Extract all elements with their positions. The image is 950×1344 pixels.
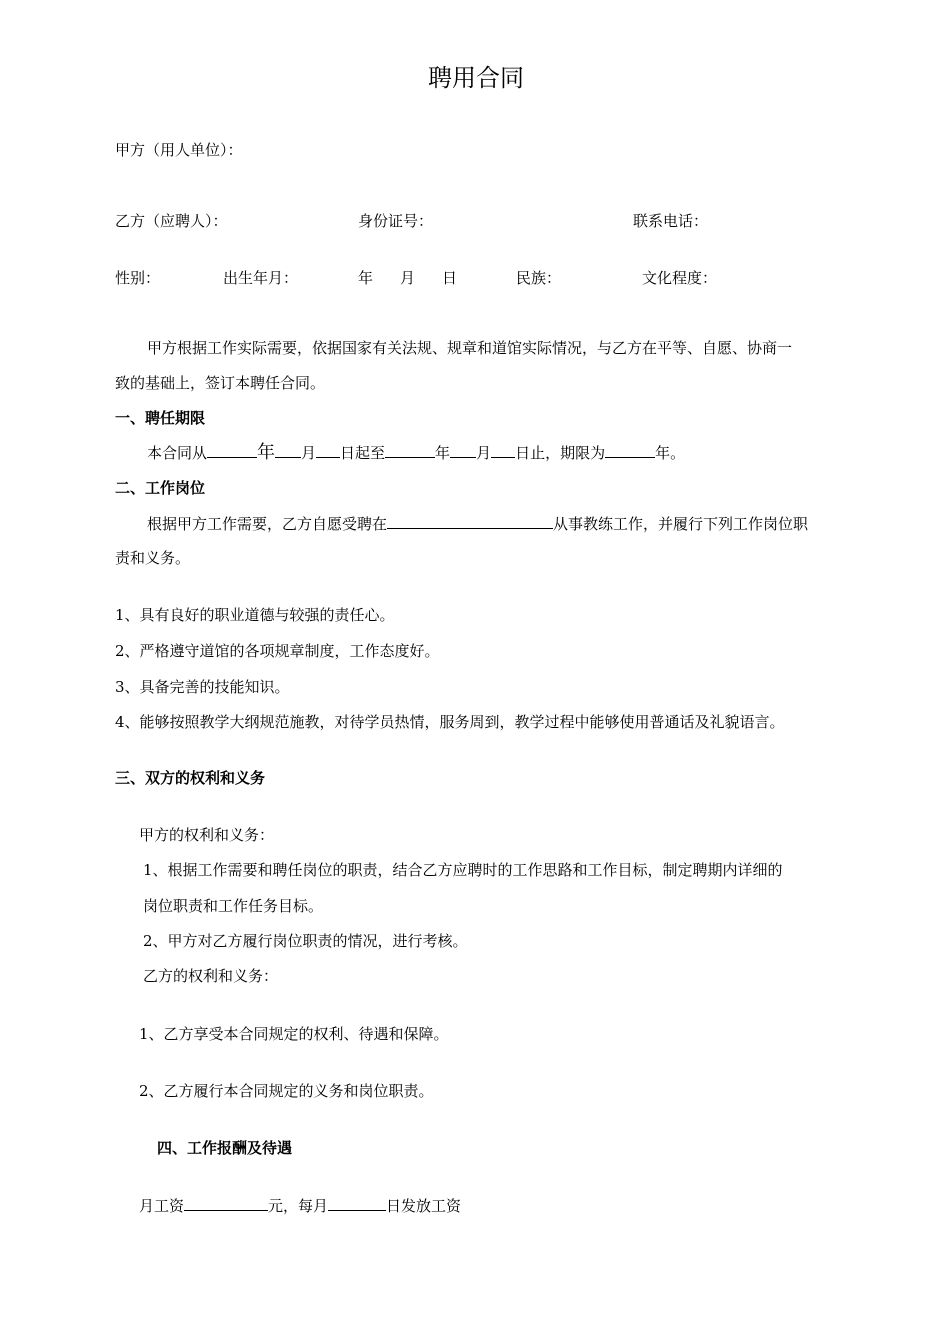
birth-year-label: 年: [358, 269, 374, 287]
term-sentence: [147, 442, 685, 463]
duty-item: 4、能够按照教学大纲规范施教，对待学员热情，服务周到，教学过程中能够使用普通话及礼貌语言。: [115, 713, 785, 731]
post-suffix: 从事教练工作，并履行下列工作岗位职: [553, 515, 809, 533]
document-title: 聘用合同: [428, 64, 524, 92]
end-day-blank[interactable]: [491, 442, 515, 458]
start-year-blank[interactable]: [207, 442, 257, 458]
start-month-label: 月: [301, 444, 317, 462]
term-years-blank[interactable]: [605, 442, 655, 458]
education-label: 文化程度：: [642, 269, 718, 287]
party-a-item-1-line-2: 岗位职责和工作任务目标。: [143, 897, 324, 915]
birth-month-label: 月: [400, 269, 416, 287]
section-2-heading: 二、工作岗位: [115, 479, 206, 497]
term-prefix: 本合同从: [147, 444, 208, 462]
phone-label: 联系电话：: [633, 212, 709, 230]
end-month-label: 月: [476, 444, 492, 462]
birth-label: 出生年月：: [223, 269, 299, 287]
salary-prefix: 月工资: [139, 1197, 185, 1215]
salary-sentence: [139, 1195, 461, 1216]
post-location-blank[interactable]: [387, 513, 553, 529]
section-4-heading: 四、工作报酬及待遇: [157, 1139, 293, 1157]
intro-line-1: 甲方根据工作实际需要，依据国家有关法规、规章和道馆实际情况，与乙方在平等、自愿、协商一: [147, 339, 793, 357]
term-end-text: 日止，期限为: [515, 444, 606, 462]
start-year-label: 年: [257, 442, 276, 463]
end-month-blank[interactable]: [450, 442, 476, 458]
start-day-blank[interactable]: [316, 442, 340, 458]
party-b-rights-label: 乙方的权利和义务：: [143, 967, 279, 985]
end-year-blank[interactable]: [385, 442, 435, 458]
duty-item: 3、具备完善的技能知识。: [115, 678, 290, 696]
pay-day-blank[interactable]: [328, 1195, 386, 1211]
salary-unit: 元，每月: [268, 1197, 329, 1215]
term-years-label: 年。: [655, 444, 686, 462]
id-number-label: 身份证号：: [358, 212, 434, 230]
party-a-rights-label: 甲方的权利和义务：: [139, 826, 275, 844]
post-line-2: 责和义务。: [115, 549, 191, 567]
post-prefix: 根据甲方工作需要，乙方自愿受聘在: [147, 515, 388, 533]
party-a-item-2: 2、甲方对乙方履行岗位职责的情况，进行考核。: [143, 932, 468, 950]
party-b-label: 乙方（应聘人）：: [115, 212, 228, 230]
gender-label: 性别：: [115, 269, 161, 287]
start-day-label: 日起至: [340, 444, 386, 462]
start-month-blank[interactable]: [275, 442, 301, 458]
party-a-label: 甲方（用人单位）：: [115, 141, 243, 159]
party-b-item-2: 2、乙方履行本合同规定的义务和岗位职责。: [139, 1082, 434, 1100]
ethnicity-label: 民族：: [516, 269, 562, 287]
post-sentence: [147, 513, 808, 534]
party-a-item-1-line-1: 1、根据工作需要和聘任岗位的职责，结合乙方应聘时的工作思路和工作目标，制定聘期内详细的: [143, 861, 783, 879]
section-3-heading: 三、双方的权利和义务: [115, 769, 266, 787]
duty-item: 2、严格遵守道馆的各项规章制度，工作态度好。: [115, 642, 440, 660]
salary-suffix: 日发放工资: [386, 1197, 462, 1215]
intro-line-2: 致的基础上，签订本聘任合同。: [115, 374, 326, 392]
party-b-item-1: 1、乙方享受本合同规定的权利、待遇和保障。: [139, 1025, 449, 1043]
salary-amount-blank[interactable]: [184, 1195, 268, 1211]
birth-day-label: 日: [442, 269, 458, 287]
end-year-label: 年: [435, 444, 451, 462]
section-1-heading: 一、聘任期限: [115, 409, 206, 427]
duty-item: 1、具有良好的职业道德与较强的责任心。: [115, 606, 395, 624]
